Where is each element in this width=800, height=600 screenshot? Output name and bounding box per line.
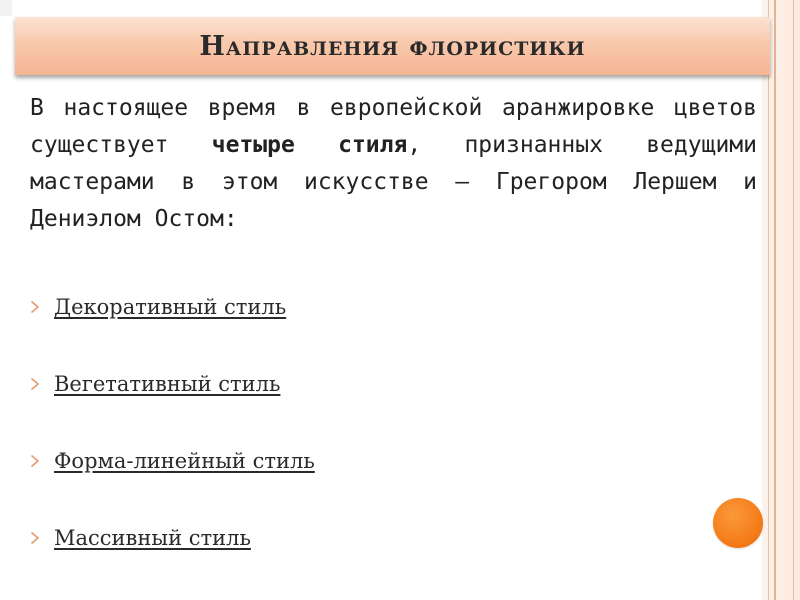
top-left-band [0,0,12,16]
intro-text-emphasis: четыре стиля [211,132,408,158]
orange-circle-decoration [713,498,763,548]
chevron-bullet-icon [30,454,40,468]
intro-text-start: В настоящее время в европейской аранжировке цветов существует [30,95,757,158]
style-link-vegetative[interactable]: Вегетативный стиль [54,372,281,396]
slide-title: Направления флористики [199,30,586,62]
style-link-massive[interactable]: Массивный стиль [54,526,251,550]
list-item [30,292,286,322]
list-item [30,369,280,399]
style-link-form-linear[interactable]: Форма-линейный стиль [54,449,315,473]
chevron-bullet-icon [30,377,40,391]
list-item [30,523,251,553]
right-decor-line [793,0,794,600]
intro-paragraph [30,90,757,238]
style-link-decorative[interactable]: Декоративный стиль [54,295,287,319]
title-bar [15,17,770,75]
chevron-bullet-icon [30,300,40,314]
chevron-bullet-icon [30,531,40,545]
right-decor-line [774,0,776,600]
list-item [30,446,315,476]
right-decor-line [768,0,769,600]
intro-text-end: , признанных ведущими мастерами в этом искусстве — Грегором Лершем и Дениэлом Остом: [30,132,757,232]
